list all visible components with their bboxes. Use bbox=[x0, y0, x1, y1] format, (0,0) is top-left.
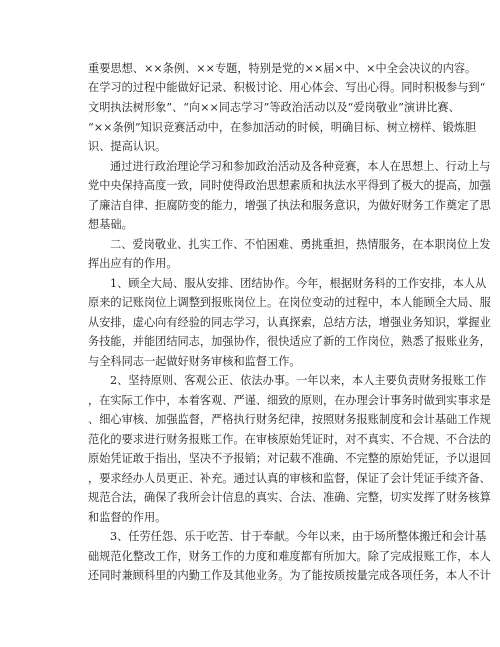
text-line: 范化的要求进行财务报账工作。在审核原始凭证时，对不真实、不合规、不合法的 bbox=[88, 433, 491, 446]
text-line: 原来的记账岗位上调整到报账岗位上。在岗位变动的过程中，本人能顾全大局、服 bbox=[88, 296, 491, 309]
text-line: 从安排，虚心向有经验的同志学习，认真探索，总结方法，增强业务知识，掌握业 bbox=[88, 316, 491, 329]
text-line: ，在实际工作中，本着客观、严谨、细致的原则，在办理会计事务时做到实事求是 bbox=[88, 394, 491, 407]
text-line: 党中央保持高度一致，同时使得政治思想素质和执法水平得到了极大的提高，加强 bbox=[88, 179, 491, 192]
paragraph-first-line: 1、顾全大局、服从安排、团结协作。今年，根据财务科的工作安排，本人从 bbox=[110, 277, 487, 290]
text-line: 重要思想、××条例、××专题，特别是党的××届×中、×中全会决议的内容。 bbox=[88, 62, 477, 75]
text-line: 、细心审核、加强监督，严格执行财务纪律，按照财务报账制度和会计基础工作规 bbox=[88, 413, 491, 426]
section-heading-line: 挥出应有的作用。 bbox=[88, 257, 178, 270]
text-line: 规范合法，确保了我所会计信息的真实、合法、准确、完整，切实发挥了财务核算 bbox=[88, 491, 491, 504]
paragraph-first-line: 3、任劳任怨、乐于吃苦、甘于奉献。今年以来，由于场所整体搬迁和会计基 bbox=[110, 530, 487, 543]
text-line: “××条例”知识竞赛活动中，在参加活动的时候，明确目标、树立榜样、锻炼胆 bbox=[88, 121, 477, 134]
text-line: 识、提高认识。 bbox=[88, 140, 167, 153]
section-heading-line: 二、爱岗敬业、扎实工作、不怕困难、勇挑重担，热情服务，在本职岗位上发 bbox=[110, 238, 491, 251]
text-line: 文明执法树形象”、“向××同志学习”等政治活动以及“爱岗敬业”演讲比赛、 bbox=[88, 101, 460, 114]
text-line: 想基础。 bbox=[88, 218, 133, 231]
text-line: 与全科同志一起做好财务审核和监督工作。 bbox=[88, 355, 301, 368]
text-line: ，要求经办人员更正、补充。通过认真的审核和监督，保证了会计凭证手续齐备、 bbox=[88, 472, 491, 485]
text-line: 和监督的作用。 bbox=[88, 511, 167, 524]
text-line: 础规范化整改工作，财务工作的力度和难度都有所加大。除了完成报账工作，本人 bbox=[88, 550, 491, 563]
text-line: 还同时兼顾科里的内勤工作及其他业务。为了能按质按量完成各项任务，本人不计 bbox=[88, 569, 491, 582]
paragraph-first-line: 通过进行政治理论学习和参加政治活动及各种竞赛，本人在思想上、行动上与 bbox=[110, 160, 491, 173]
text-line: 原始凭证敢于指出，坚决不予报销；对记载不准确、不完整的原始凭证，予以退回 bbox=[88, 452, 491, 465]
text-line: 了廉洁自律、拒腐防变的能力，增强了执法和服务意识，为做好财务工作奠定了思 bbox=[88, 199, 491, 212]
text-line: 在学习的过程中能做好记录、积极讨论、用心体会、写出心得。同时积极参与到“ bbox=[88, 81, 486, 94]
text-line: 务技能，并能团结同志，加强协作，很快适应了新的工作岗位，熟悉了报账业务， bbox=[88, 335, 491, 348]
paragraph-first-line: 2、坚持原则、客观公正、依法办事。一年以来，本人主要负责财务报账工作 bbox=[110, 374, 487, 387]
